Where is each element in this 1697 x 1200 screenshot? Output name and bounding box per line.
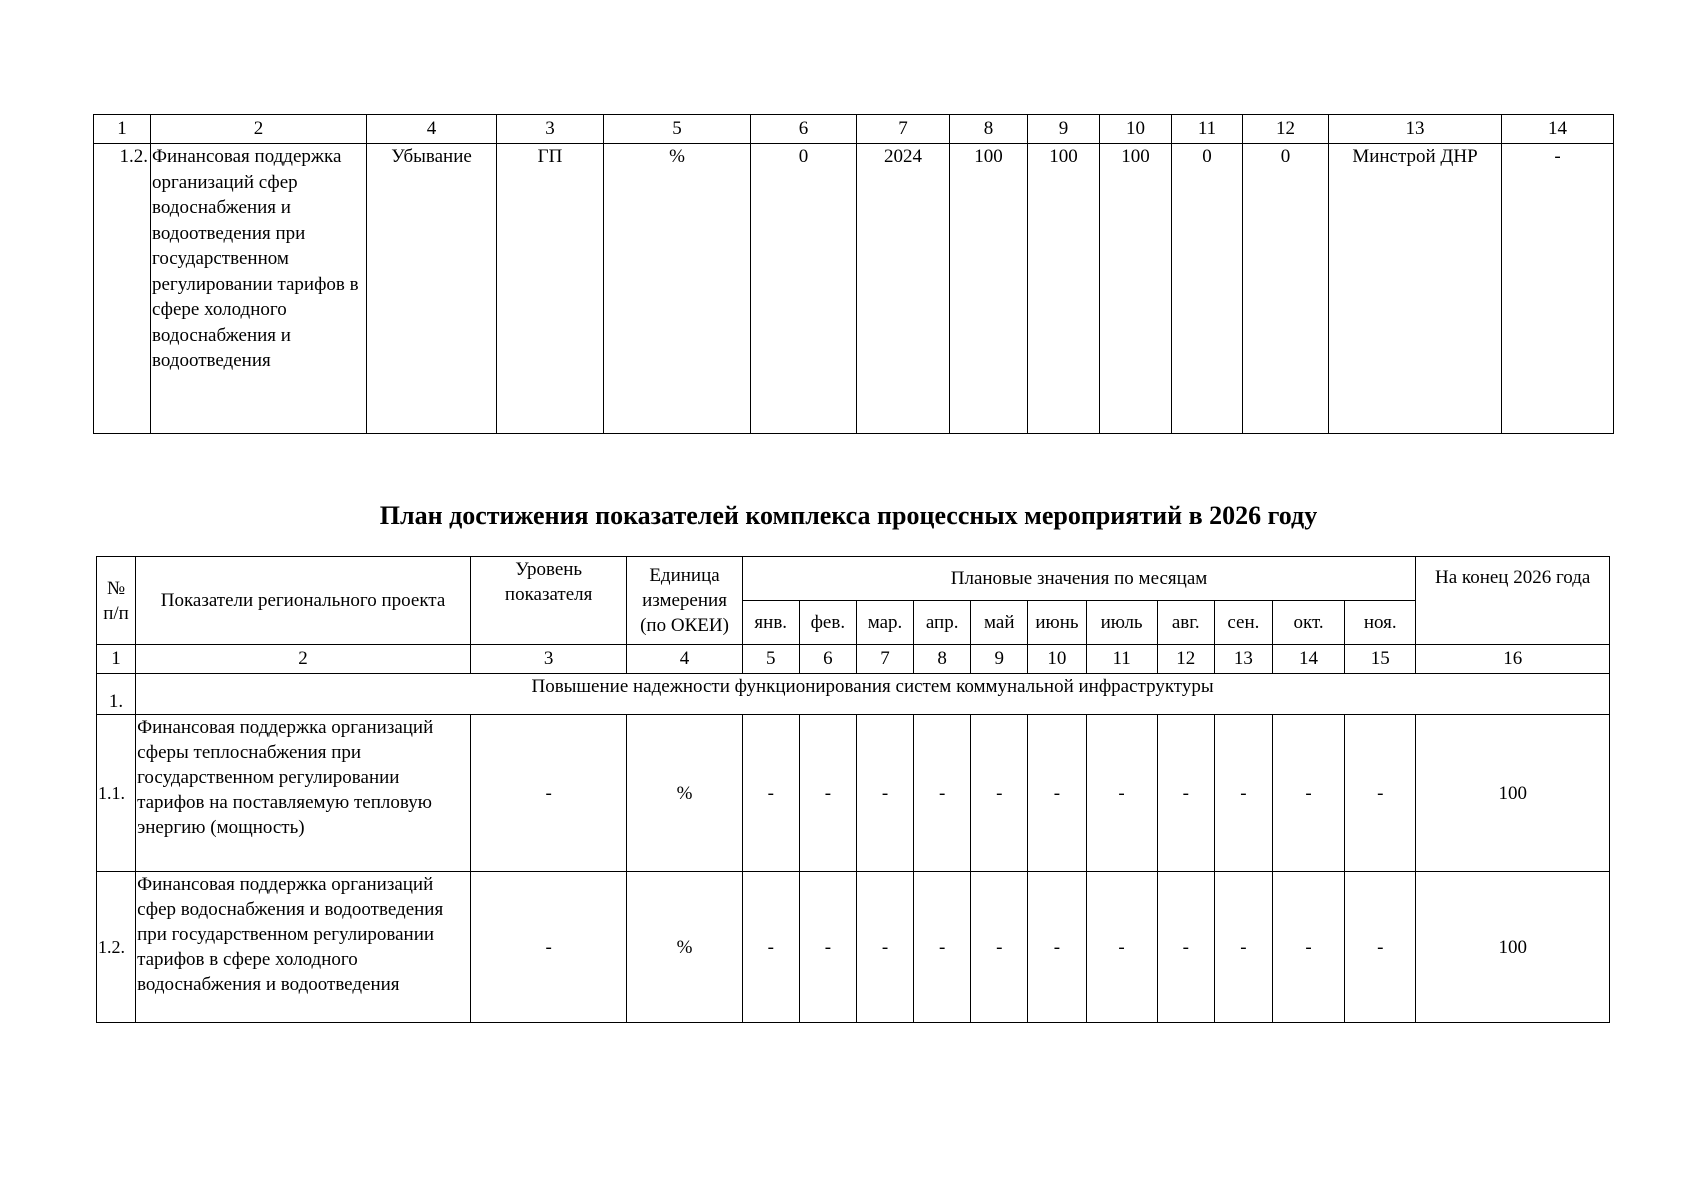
- month-value: -: [1157, 872, 1214, 1023]
- table1-col-header: 8: [950, 115, 1028, 144]
- month-header: май: [971, 601, 1028, 645]
- indicator-name: Финансовая поддержка организаций сфер водоснабжения и водоотведения при государственном регулировании тарифов в сфере холодного водоснабжения и водоотведения: [136, 872, 471, 1023]
- month-value: -: [1214, 872, 1272, 1023]
- month-value: -: [1272, 872, 1344, 1023]
- value-cell: -: [1502, 144, 1614, 434]
- monthly-header: Плановые значения по месяцам: [742, 557, 1416, 601]
- table-row: [94, 144, 1614, 434]
- col-number: 1: [97, 645, 136, 674]
- month-value: -: [1028, 715, 1086, 872]
- plan-header-row: [97, 557, 1610, 601]
- col-number: 2: [136, 645, 471, 674]
- col-number: 7: [856, 645, 913, 674]
- table1-col-header: 6: [751, 115, 857, 144]
- level-header: Уровень показателя: [470, 557, 626, 645]
- month-value: -: [856, 872, 913, 1023]
- col-number: 3: [470, 645, 626, 674]
- table1-col-header: 14: [1502, 115, 1614, 144]
- value-cell: 100: [1100, 144, 1172, 434]
- table-row: [97, 872, 1610, 1023]
- row-number: 1.2.: [94, 144, 151, 434]
- end-of-year-value: 100: [1416, 715, 1610, 872]
- indicator-header: Показатели регионального проекта: [136, 557, 471, 645]
- col-number: 12: [1157, 645, 1214, 674]
- month-value: -: [1272, 715, 1344, 872]
- col-number: 5: [742, 645, 799, 674]
- plan-table: [96, 556, 1610, 1023]
- trend-cell: Убывание: [367, 144, 497, 434]
- col-number: 9: [971, 645, 1028, 674]
- col-number: 6: [799, 645, 856, 674]
- unit-cell: %: [604, 144, 751, 434]
- section-row: [97, 674, 1610, 715]
- col-number: 15: [1345, 645, 1416, 674]
- month-value: -: [1028, 872, 1086, 1023]
- unit-header: Единица измерения (по ОКЕИ): [627, 557, 742, 645]
- month-header: янв.: [742, 601, 799, 645]
- end-of-year-value: 100: [1416, 872, 1610, 1023]
- table1-col-header: 7: [857, 115, 950, 144]
- year-cell: 2024: [857, 144, 950, 434]
- indicator-name: Финансовая поддержка организаций сферы теплоснабжения при государственном регулировании тарифов на поставляемую тепловую энергию (мощность): [136, 715, 471, 872]
- row-number: 1.2.: [97, 872, 136, 1023]
- unit-cell: %: [627, 715, 742, 872]
- col-number: 11: [1086, 645, 1157, 674]
- col-number: 10: [1028, 645, 1086, 674]
- month-header: апр.: [914, 601, 971, 645]
- month-header: мар.: [856, 601, 913, 645]
- table1-col-header: 1: [94, 115, 151, 144]
- table1-col-header: 5: [604, 115, 751, 144]
- value-cell: 0: [1172, 144, 1243, 434]
- indicator-name: Финансовая поддержка организаций сфер водоснабжения и водоотведения при государственном регулировании тарифов в сфере холодного водоснабжения и водоотведения: [151, 144, 367, 434]
- month-value: -: [914, 872, 971, 1023]
- table1-col-header: 2: [151, 115, 367, 144]
- month-header: фев.: [799, 601, 856, 645]
- value-cell: 0: [1243, 144, 1329, 434]
- month-value: -: [971, 872, 1028, 1023]
- table1-col-header: 13: [1329, 115, 1502, 144]
- table1-col-header: 12: [1243, 115, 1329, 144]
- table1-col-header: 4: [367, 115, 497, 144]
- level-cell: -: [470, 715, 626, 872]
- month-value: -: [799, 715, 856, 872]
- col-number: 14: [1272, 645, 1344, 674]
- table1-col-header: 9: [1028, 115, 1100, 144]
- base-value-cell: 0: [751, 144, 857, 434]
- month-header: ноя.: [1345, 601, 1416, 645]
- indicators-table-continuation: [93, 114, 1614, 434]
- value-cell: 100: [950, 144, 1028, 434]
- month-value: -: [1086, 872, 1157, 1023]
- plan-title: План достижения показателей комплекса процессных мероприятий в 2026 году: [379, 501, 1318, 530]
- section-number: 1.: [97, 674, 136, 715]
- month-value: -: [742, 715, 799, 872]
- col-number: 16: [1416, 645, 1610, 674]
- month-value: -: [799, 872, 856, 1023]
- month-header: июль: [1086, 601, 1157, 645]
- col-number: 8: [914, 645, 971, 674]
- num-header: № п/п: [97, 557, 136, 645]
- table-row: [97, 715, 1610, 872]
- month-value: -: [856, 715, 913, 872]
- month-value: -: [1345, 715, 1416, 872]
- month-header: июнь: [1028, 601, 1086, 645]
- table1-col-header: 11: [1172, 115, 1243, 144]
- month-value: -: [971, 715, 1028, 872]
- unit-cell: %: [627, 872, 742, 1023]
- level-cell: ГП: [497, 144, 604, 434]
- section-title: Повышение надежности функционирования систем коммунальной инфраструктуры: [136, 674, 1610, 715]
- month-value: -: [742, 872, 799, 1023]
- col-number: 4: [627, 645, 742, 674]
- month-header: авг.: [1157, 601, 1214, 645]
- table1-header-row: [94, 115, 1614, 144]
- value-cell: 100: [1028, 144, 1100, 434]
- month-header: окт.: [1272, 601, 1344, 645]
- month-header: сен.: [1214, 601, 1272, 645]
- level-cell: -: [470, 872, 626, 1023]
- month-value: -: [1345, 872, 1416, 1023]
- month-value: -: [1214, 715, 1272, 872]
- end-of-year-header: На конец 2026 года: [1416, 557, 1610, 645]
- col-number: 13: [1214, 645, 1272, 674]
- responsible-cell: Минстрой ДНР: [1329, 144, 1502, 434]
- row-number: 1.1.: [97, 715, 136, 872]
- month-value: -: [1157, 715, 1214, 872]
- month-value: -: [914, 715, 971, 872]
- month-value: -: [1086, 715, 1157, 872]
- table1-col-header: 10: [1100, 115, 1172, 144]
- column-numbers-row: [97, 645, 1610, 674]
- table1-col-header: 3: [497, 115, 604, 144]
